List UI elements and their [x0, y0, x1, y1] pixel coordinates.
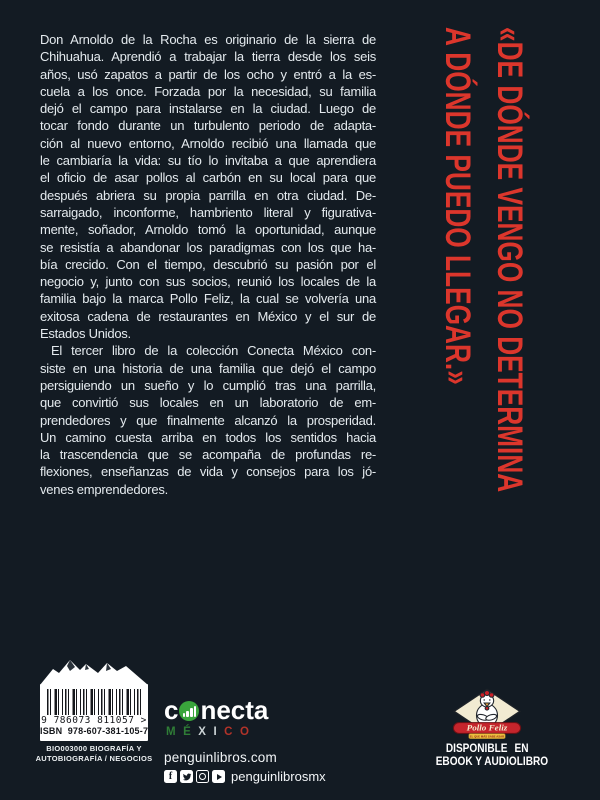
text-line: flexiones, enseñanzas de vida y consejos para los jó-	[40, 464, 376, 480]
text-line: dejó el campo para instalarse en la ciudad. Luego de	[40, 101, 376, 117]
isbn-number: ISBN 978-607-381-105-7	[40, 726, 149, 736]
text-line: el oficio de asar pollos al carbón en su local para que	[40, 170, 376, 186]
brand-suffix: necta	[200, 695, 269, 725]
text-line: Chihuahua. Aprendió a trabajar la tierra desde los seis	[40, 49, 376, 65]
text-line: cuela a los once. Forzada por la necesidad, su familia	[40, 83, 376, 99]
text-line: le cambiaría la vida: su tío lo invitaba a que aprendiera	[40, 153, 376, 169]
text-line: siste en una historia de una familia que dejó el campo	[40, 360, 376, 376]
text-line: se resistía a abandonar los paradigmas con los que ha-	[40, 239, 376, 255]
mexico-wordmark: M É X I C O	[166, 726, 249, 738]
text-line: Don Arnoldo de la Rocha es originario de la sierra de	[40, 32, 376, 47]
publisher-block	[164, 695, 326, 784]
text-line: venes emprendedores.	[40, 481, 168, 497]
mountain-icon	[40, 657, 148, 685]
pollo-feliz-logo	[452, 686, 522, 742]
text-line: que convirtió sus locales en un laboratorio de em-	[40, 395, 376, 411]
vertical-quote-text	[431, 27, 535, 493]
instagram-icon	[196, 770, 209, 783]
text-line: la trascendencia que se acompaña de profundas re-	[40, 447, 376, 463]
conecta-logo	[164, 695, 326, 725]
twitter-icon	[180, 770, 193, 783]
signal-bars-icon	[179, 701, 199, 721]
vertical-quote	[431, 27, 535, 493]
text-line: exitosa cadena de restaurantes en México y el sur de	[40, 308, 376, 324]
category-line1: BIO003000 BIOGRAFÍA Y	[46, 744, 142, 753]
availability-text	[425, 742, 550, 767]
availability-line2: EBOOK Y AUDIOLIBRO	[435, 753, 549, 768]
category-code	[30, 744, 158, 763]
text-line: negocio y, junto con sus socios, reunió los locales de la	[40, 274, 376, 290]
text-line: años, usó zapatos a partir de los ocho y entró a la es-	[40, 66, 376, 82]
barcode-bars	[47, 689, 141, 715]
barcode	[40, 684, 148, 741]
category-line2: AUTOBIOGRAFÍA / NEGOCIOS	[35, 753, 153, 763]
quote-line: A DÓNDE PUEDO LLEGAR.»	[438, 27, 477, 385]
text-line: después abriera su propia parrilla en otra ciudad. De-	[40, 187, 376, 203]
text-line: prendedores y que finalmente alcanzó la prosperidad.	[40, 412, 376, 428]
brand-prefix: c	[164, 695, 179, 725]
text-line: sarraigado, inconforme, hambriento literal y figurativa-	[40, 204, 376, 220]
facebook-icon: f	[164, 770, 177, 783]
social-handle: penguinlibrosmx	[231, 769, 326, 784]
text-line: familia bajo la marca Pollo Feliz, la cual se volvería una	[40, 291, 376, 307]
text-line: persiguiendo un sueño y lo cumplió tras una parrilla,	[40, 377, 376, 393]
ribbon-text: EL QUE MÁS SABE ASAR	[469, 735, 505, 739]
text-line: ción al nuevo entorno, Arnoldo recibió una llamada que	[40, 135, 376, 151]
text-line: El tercer libro de la colección Conecta México con-	[51, 343, 376, 359]
social-row	[164, 769, 326, 784]
barcode-digits: 9 786073 811057 >	[41, 715, 147, 726]
banner-text: Pollo Feliz	[466, 722, 508, 733]
text-line: tocar fondo durante un turbulento periodo de adapta-	[40, 118, 376, 134]
youtube-icon	[212, 770, 225, 783]
website-url: penguinlibros.com	[164, 750, 277, 765]
quote-line: «DE DÓNDE VENGO NO DETERMINA	[490, 27, 529, 493]
text-line: bía crecido. Con el tiempo, descubrió su pasión por el	[40, 256, 376, 272]
availability-line1: DISPONIBLE EN	[446, 741, 529, 755]
text-line: mente, soñador, Arnoldo tomó la oportunidad, aunque	[40, 222, 376, 238]
text-line: Un camino cuesta arriba en todos los sentidos hacia	[40, 429, 376, 445]
synopsis-text	[40, 31, 376, 498]
text-line: Estados Unidos.	[40, 326, 131, 342]
